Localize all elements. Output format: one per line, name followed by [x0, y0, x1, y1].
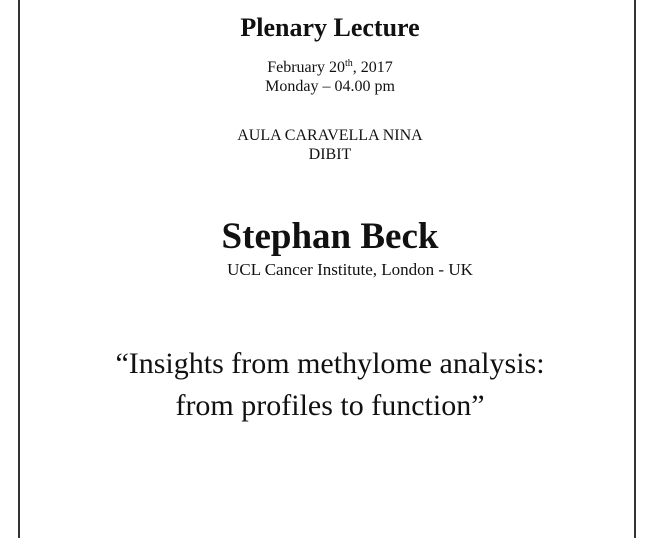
talk-title-line-2: from profiles to function” [175, 389, 485, 422]
date-prefix: February 20 [267, 59, 345, 76]
speaker-name: Stephan Beck [221, 216, 439, 257]
lecture-time: Monday – 04.00 pm [265, 78, 395, 95]
speaker-affiliation: UCL Cancer Institute, London - UK [227, 260, 473, 279]
lecture-date [0, 58, 660, 77]
date-ordinal-suffix: th [344, 58, 353, 69]
venue-room: AULA CARAVELLA NINA [237, 127, 423, 144]
date-year: , 2017 [352, 59, 393, 76]
lecture-title: Plenary Lecture [240, 13, 420, 42]
talk-title-line-1: “Insights from methylome analysis: [115, 347, 545, 380]
venue-building: DIBIT [308, 146, 352, 163]
